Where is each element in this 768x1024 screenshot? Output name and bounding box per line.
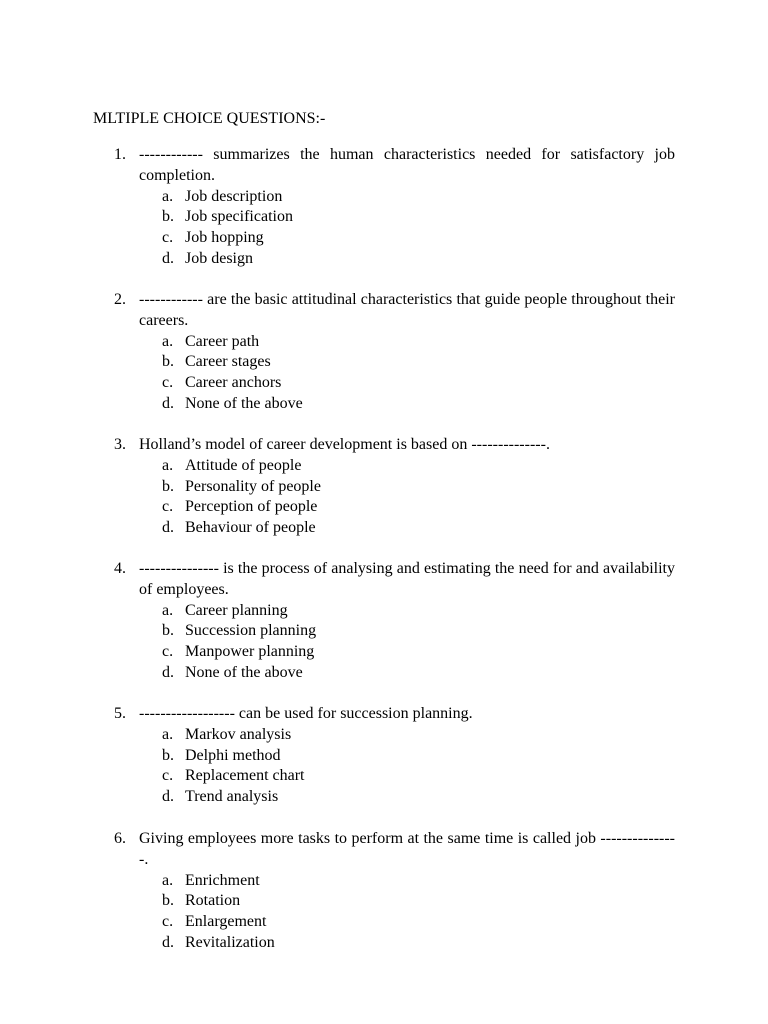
option-letter: b.: [162, 353, 174, 371]
option-d: [114, 933, 675, 954]
option-b: [114, 746, 675, 767]
option-letter: c.: [162, 229, 174, 247]
option-letter: a.: [162, 871, 174, 889]
question-6: [114, 829, 675, 954]
option-text: Enlargement: [185, 913, 267, 931]
option-d: [114, 249, 675, 270]
question-1: [114, 145, 675, 270]
question-number: 2.: [114, 291, 126, 308]
option-d: [114, 663, 675, 684]
option-text: Trend analysis: [185, 788, 279, 806]
option-letter: a.: [162, 332, 174, 350]
option-letter: d.: [162, 519, 174, 537]
option-b: [114, 621, 675, 642]
options-list: [114, 187, 675, 270]
option-c: [114, 642, 675, 663]
option-a: [114, 456, 675, 477]
option-d: [114, 787, 675, 808]
option-a: [114, 187, 675, 208]
option-c: [114, 766, 675, 787]
option-letter: b.: [162, 477, 174, 495]
option-letter: c.: [162, 374, 174, 392]
option-text: Perception of people: [185, 498, 318, 516]
option-letter: b.: [162, 208, 174, 226]
option-c: [114, 228, 675, 249]
question-stem: [114, 829, 675, 871]
option-text: Job hopping: [185, 229, 264, 247]
options-list: [114, 332, 675, 415]
option-text: Delphi method: [185, 746, 281, 764]
option-d: [114, 394, 675, 415]
option-letter: a.: [162, 187, 174, 205]
option-letter: d.: [162, 933, 174, 951]
question-text: Holland’s model of career development is based on --------------.: [139, 436, 550, 453]
option-a: [114, 332, 675, 353]
option-text: Markov analysis: [185, 725, 292, 743]
option-letter: d.: [162, 663, 174, 681]
options-list: [114, 601, 675, 684]
question-text: ------------ summarizes the human characteristics needed for satisfactory job completion.: [139, 146, 675, 184]
question-4: [114, 559, 675, 684]
option-letter: a.: [162, 725, 174, 743]
option-letter: a.: [162, 456, 174, 474]
option-c: [114, 912, 675, 933]
option-text: Manpower planning: [185, 643, 315, 661]
options-list: [114, 871, 675, 954]
question-number: 5.: [114, 705, 126, 722]
question-number: 6.: [114, 830, 126, 847]
option-c: [114, 373, 675, 394]
option-letter: a.: [162, 601, 174, 619]
option-letter: c.: [162, 643, 174, 661]
question-stem: [114, 559, 675, 601]
option-text: Rotation: [185, 892, 241, 910]
question-text: Giving employees more tasks to perform at the same time is called job ---------------.: [139, 830, 675, 868]
option-letter: c.: [162, 913, 174, 931]
option-text: Replacement chart: [185, 767, 305, 785]
option-text: Career anchors: [185, 374, 282, 392]
option-b: [114, 891, 675, 912]
document-heading: MLTIPLE CHOICE QUESTIONS:-: [93, 110, 326, 127]
option-text: Enrichment: [185, 871, 260, 889]
option-d: [114, 518, 675, 539]
option-text: Behaviour of people: [185, 519, 316, 537]
options-list: [114, 725, 675, 808]
option-letter: d.: [162, 788, 174, 806]
option-letter: b.: [162, 892, 174, 910]
options-list: [114, 456, 675, 539]
option-letter: d.: [162, 394, 174, 412]
option-letter: c.: [162, 498, 174, 516]
question-number: 3.: [114, 436, 126, 453]
option-text: Job design: [185, 249, 253, 267]
option-text: Job specification: [185, 208, 293, 226]
option-text: Career path: [185, 332, 260, 350]
option-letter: d.: [162, 249, 174, 267]
option-text: Career planning: [185, 601, 288, 619]
option-a: [114, 725, 675, 746]
option-text: None of the above: [185, 394, 303, 412]
option-b: [114, 207, 675, 228]
option-text: Succession planning: [185, 622, 317, 640]
option-letter: c.: [162, 767, 174, 785]
question-stem: [114, 145, 675, 187]
question-3: [114, 435, 675, 539]
question-number: 1.: [114, 146, 126, 163]
question-2: [114, 290, 675, 415]
option-letter: b.: [162, 622, 174, 640]
option-a: [114, 601, 675, 622]
option-text: Revitalization: [185, 933, 275, 951]
question-stem: [114, 435, 675, 456]
option-text: Personality of people: [185, 477, 321, 495]
option-text: Attitude of people: [185, 456, 302, 474]
question-stem: [114, 290, 675, 332]
question-text: ------------------ can be used for succession planning.: [139, 705, 473, 722]
question-text: ------------ are the basic attitudinal characteristics that guide people throughout their careers.: [139, 291, 675, 329]
question-5: [114, 704, 675, 808]
question-stem: [114, 704, 675, 725]
option-text: Job description: [185, 187, 283, 205]
question-text: --------------- is the process of analysing and estimating the need for and availability of employees.: [139, 560, 675, 598]
option-a: [114, 871, 675, 892]
option-letter: b.: [162, 746, 174, 764]
option-b: [114, 352, 675, 373]
option-text: Career stages: [185, 353, 271, 371]
option-text: None of the above: [185, 663, 303, 681]
option-c: [114, 497, 675, 518]
option-b: [114, 477, 675, 498]
question-number: 4.: [114, 560, 126, 577]
